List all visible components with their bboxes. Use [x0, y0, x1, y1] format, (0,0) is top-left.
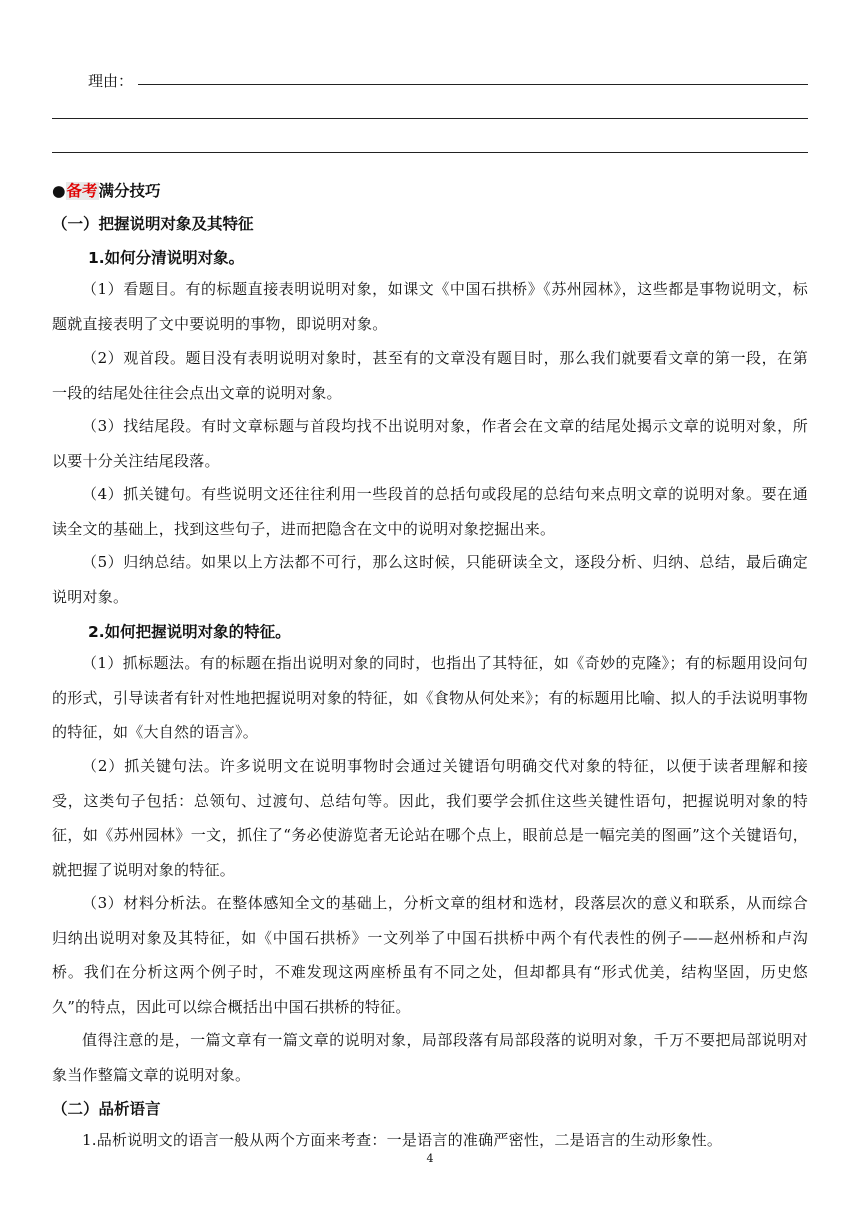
- subheading-1: 1.如何分清说明对象。: [88, 249, 245, 267]
- paragraph-3: （3）找结尾段。有时文章标题与首段均找不出说明对象，作者会在文章的结尾处揭示文章的说明对象，所以要十分关注结尾段落。: [52, 417, 808, 470]
- section-heading-2: （二）品析语言: [52, 1100, 161, 1118]
- paragraph-4: （4）抓关键句。有些说明文还往往利用一些段首的总括句或段尾的总结句来点明文章的说明对象。要在通读全文的基础上，找到这些句子，进而把隐含在文中的说明对象挖掘出来。: [52, 485, 808, 538]
- subheading-2: 2.如何把握说明对象的特征。: [88, 623, 291, 641]
- paragraph-2: （2）观首段。题目没有表明说明对象时，甚至有的文章没有题目时，那么我们就要看文章的第一段，在第一段的结尾处往往会点出文章的说明对象。: [52, 349, 808, 402]
- tips-title-highlight: 备考: [66, 182, 98, 200]
- reason-answer-line-2[interactable]: [52, 118, 808, 119]
- reason-answer-line-3[interactable]: [52, 152, 808, 153]
- tips-title: [52, 179, 161, 201]
- reason-label: 理由：: [88, 72, 134, 90]
- page-number: 4: [426, 1152, 434, 1165]
- paragraph-1: （1）看题目。有的标题直接表明说明对象，如课文《中国石拱桥》《苏州园林》，这些都是事物说明文，标题就直接表明了文中要说明的事物，即说明对象。: [52, 280, 808, 333]
- paragraph-note: 值得注意的是，一篇文章有一篇文章的说明对象，局部段落有局部段落的说明对象，千万不要把局部说明对象当作整篇文章的说明对象。: [52, 1031, 808, 1084]
- tips-title-rest: 满分技巧: [98, 182, 161, 200]
- paragraph-5: （5）归纳总结。如果以上方法都不可行，那么这时候，只能研读全文，逐段分析、归纳、总结，最后确定说明对象。: [52, 553, 808, 606]
- paragraph-section2-1: 1.品析说明文的语言一般从两个方面来考查：一是语言的准确严密性，二是语言的生动形象性。: [82, 1131, 723, 1149]
- bullet-icon: ●: [52, 182, 66, 200]
- paragraph-q1: （1）抓标题法。有的标题在指出说明对象的同时，也指出了其特征，如《奇妙的克隆》；有的标题用设问句的形式，引导读者有针对性地把握说明对象的特征，如《食物从何处来》；有的标题用比喻、拟人的手法说明事物的特征，如《大自然的语言》。: [52, 654, 808, 741]
- paragraph-q2: （2）抓关键句法。许多说明文在说明事物时会通过关键语句明确交代对象的特征，以便于读者理解和接受，这类句子包括：总领句、过渡句、总结句等。因此，我们要学会抓住这些关键性语句，把握说明对象的特征，如《苏州园林》一文，抓住了“务必使游览者无论站在哪个点上，眼前总是一幅完美的图画”这个关键语句，就把握了说明对象的特征。: [52, 757, 808, 879]
- reason-answer-line-1[interactable]: [138, 84, 808, 85]
- paragraph-q3: （3）材料分析法。在整体感知全文的基础上，分析文章的组材和选材，段落层次的意义和联系，从而综合归纳出说明对象及其特征，如《中国石拱桥》一文列举了中国石拱桥中两个有代表性的例子——赵州桥和卢沟桥。我们在分析这两个例子时，不难发现这两座桥虽有不同之处，但却都具有“形式优美，结构坚固，历史悠久”的特点，因此可以综合概括出中国石拱桥的特征。: [52, 894, 808, 1016]
- section-heading-1: （一）把握说明对象及其特征: [52, 215, 254, 233]
